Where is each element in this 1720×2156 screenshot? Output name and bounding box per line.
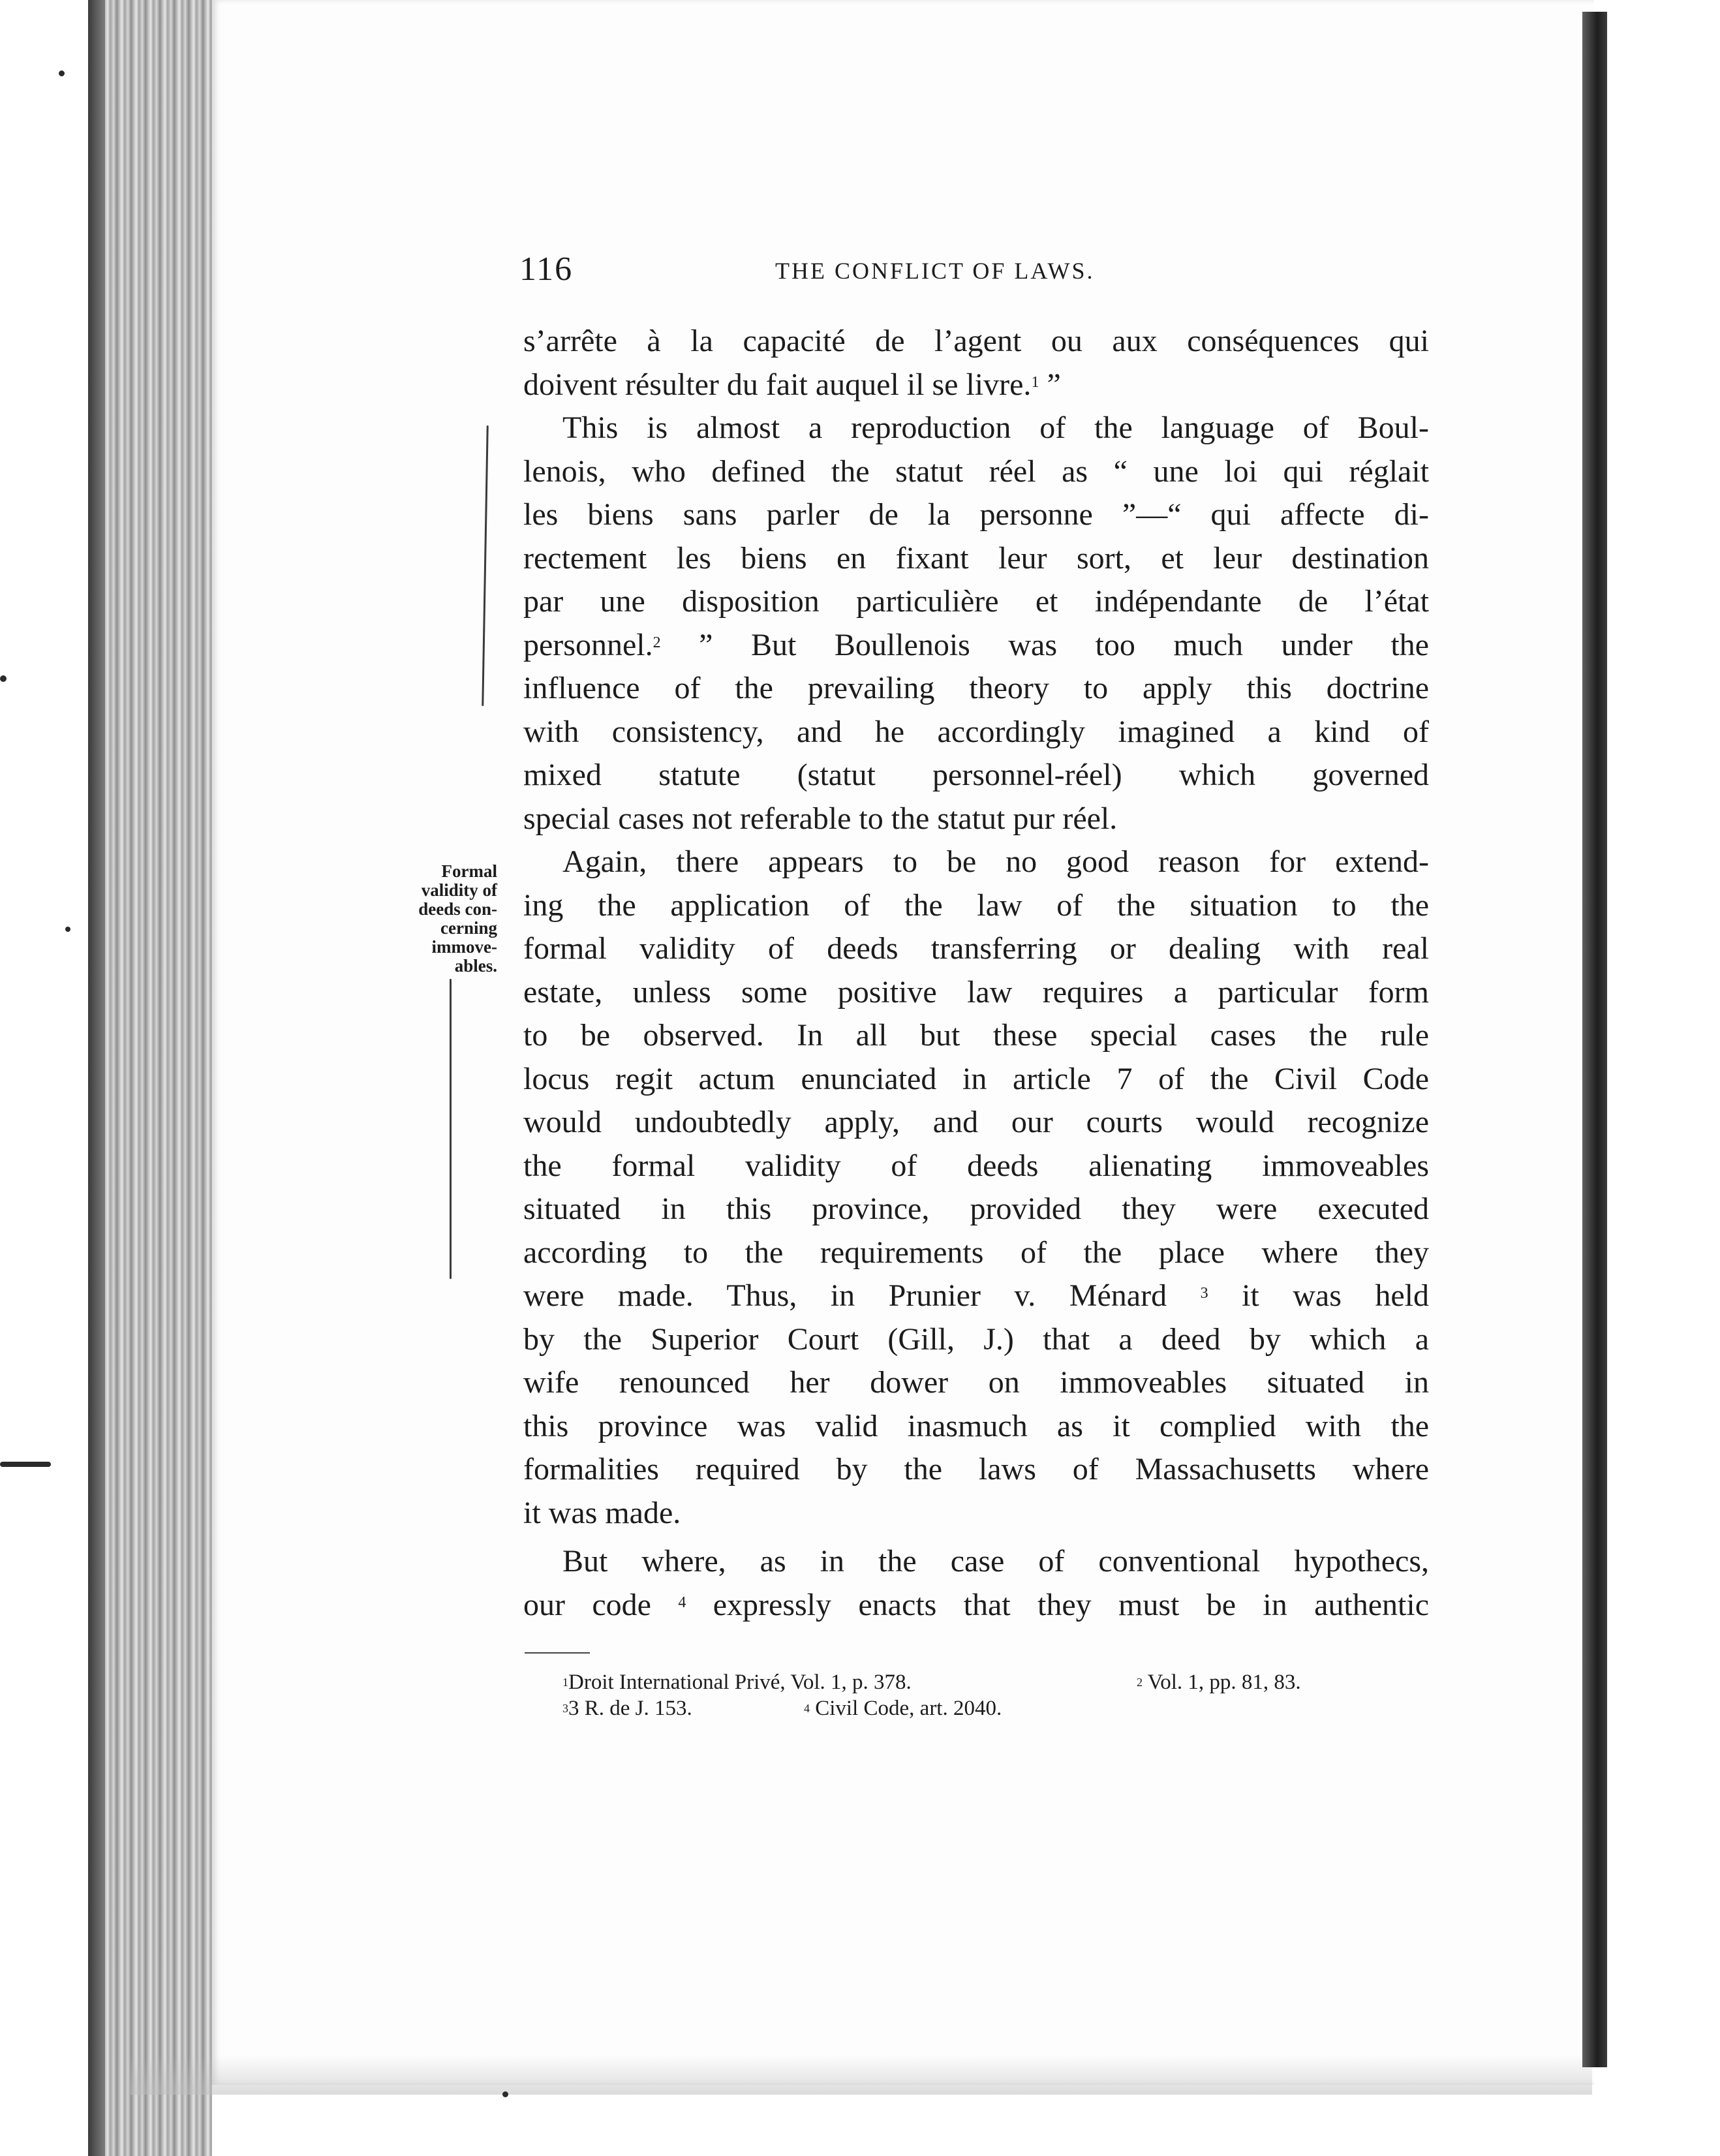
text-line: lenois, who defined the statut réel as “ une loi qui réglait — [523, 454, 1429, 489]
pencil-mark — [450, 979, 452, 1279]
text-line: mixed statute (statut personnel-réel) which governed — [523, 758, 1429, 792]
speck — [0, 1462, 51, 1467]
text-line: influence of the prevailing theory to apply this doctrine — [523, 671, 1429, 705]
footnote-ref: 3 — [1200, 1285, 1208, 1302]
footnote-ref: 1 — [1031, 373, 1039, 391]
footnote-2 — [1137, 1669, 1301, 1695]
margin-note-line: cerning — [440, 918, 497, 938]
text-line: to be observed. In all but these special cases the rule — [523, 1018, 1429, 1053]
text-line: But where, as in the case of conventional hypothecs, — [562, 1544, 1429, 1578]
footnote-4 — [804, 1695, 1002, 1721]
footnote-rule — [525, 1652, 590, 1654]
text-line: by the Superior Court (Gill, J.) that a deed by which a — [523, 1321, 1429, 1357]
text-span: doivent résulter du fait auquel il se livre. — [523, 367, 1032, 402]
page-number: 116 — [519, 251, 574, 288]
footnote-row — [562, 1695, 1430, 1721]
footnote-mark: 4 — [804, 1702, 810, 1715]
footnotes — [562, 1669, 1430, 1721]
footnote-1 — [562, 1671, 912, 1694]
text-line: This is almost a reproduction of the language of Boul- — [562, 410, 1429, 445]
speck — [59, 70, 65, 76]
text-span: But Boullenois was too much under the — [750, 627, 1429, 662]
text-line: les biens sans parler de la personne ”—“ qui affecte di- — [523, 497, 1429, 532]
text-line: would undoubtedly apply, and our courts would recognize — [523, 1105, 1429, 1139]
speck — [65, 927, 70, 932]
margin-note-line: immove- — [431, 937, 497, 957]
body-text — [523, 320, 1429, 1627]
footnote-text: Civil Code, art. 2040. — [815, 1697, 1002, 1720]
text-span: expressly enacts that they must be in authentic — [713, 1587, 1430, 1622]
speck — [502, 2091, 508, 2097]
text-line: according to the requirements of the place where they — [523, 1235, 1429, 1270]
margin-note-line: Formal — [441, 861, 497, 881]
footnote-ref: 4 — [678, 1594, 686, 1611]
footnote-3 — [562, 1697, 692, 1720]
footnote-ref: 2 — [653, 634, 661, 651]
text-line: formal validity of deeds transferring or dealing with real — [523, 931, 1429, 966]
text-span: were made. Thus, in Prunier v. Ménard — [523, 1278, 1167, 1313]
footnote-text: Droit International Privé, Vol. 1, p. 378. — [568, 1671, 912, 1694]
text-line: wife renounced her dower on immoveables situated in — [523, 1365, 1429, 1400]
text-line: the formal validity of deeds alienating immoveables — [523, 1148, 1429, 1183]
text-line: personnel.$^2$ ” But Boullenois was too much under the — [523, 627, 1429, 662]
text-span: personnel. — [523, 627, 653, 662]
page-edge-stack — [88, 0, 212, 2156]
text-line: ing the application of the law of the situation to the — [523, 887, 1429, 923]
text-span: it was held — [1242, 1278, 1430, 1313]
right-binding — [1582, 12, 1607, 2067]
running-head: THE CONFLICT OF LAWS. — [775, 258, 1095, 284]
text-line: s’arrête à la capacité de l’agent ou aux conséquences qui — [523, 324, 1429, 358]
text-line: locus regit actum enunciated in article 7 of the Civil Code — [523, 1061, 1429, 1096]
text-line — [523, 1584, 1429, 1627]
text-line — [523, 1274, 1429, 1318]
margin-note-line: deeds con- — [418, 899, 497, 919]
speck — [0, 675, 7, 682]
text-line: it was made. — [523, 1495, 681, 1530]
text-line: situated in this province, provided they were executed — [523, 1192, 1429, 1226]
text-line: estate, unless some positive law requires a particular form — [523, 974, 1429, 1009]
page-bottom-shadow — [131, 2056, 1592, 2095]
text-line: rectement les biens en fixant leur sort, et leur destination — [523, 540, 1429, 576]
margin-note — [386, 862, 497, 976]
text-line: with consistency, and he accordingly imagined a kind of — [523, 714, 1429, 749]
text-line: formalities required by the laws of Massachusetts where — [523, 1452, 1429, 1486]
text-line: par une disposition particulière et indépendante de l’état — [523, 584, 1429, 619]
footnote-text: Vol. 1, pp. 81, 83. — [1147, 1671, 1301, 1694]
footnote-text: 3 R. de J. 153. — [568, 1697, 692, 1720]
text-line: doivent résulter du fait auquel il se livre.$^1$ ” — [523, 367, 1061, 402]
footnote-row — [562, 1669, 1430, 1695]
text-span: our code — [523, 1587, 651, 1622]
footnote-mark: 2 — [1137, 1676, 1143, 1689]
footnote-mark: 3 — [562, 1702, 568, 1715]
binding-shadow — [88, 0, 105, 2156]
footnote-mark: 1 — [562, 1676, 568, 1689]
text-line: this province was valid inasmuch as it complied with the — [523, 1408, 1429, 1443]
text-line: special cases not referable to the statut pur réel. — [523, 801, 1118, 836]
facing-page-edge — [1607, 0, 1720, 2156]
margin-note-line: validity of — [421, 880, 497, 900]
text-line: Again, there appears to be no good reason for extend- — [562, 844, 1429, 879]
margin-note-line: ables. — [454, 956, 497, 976]
